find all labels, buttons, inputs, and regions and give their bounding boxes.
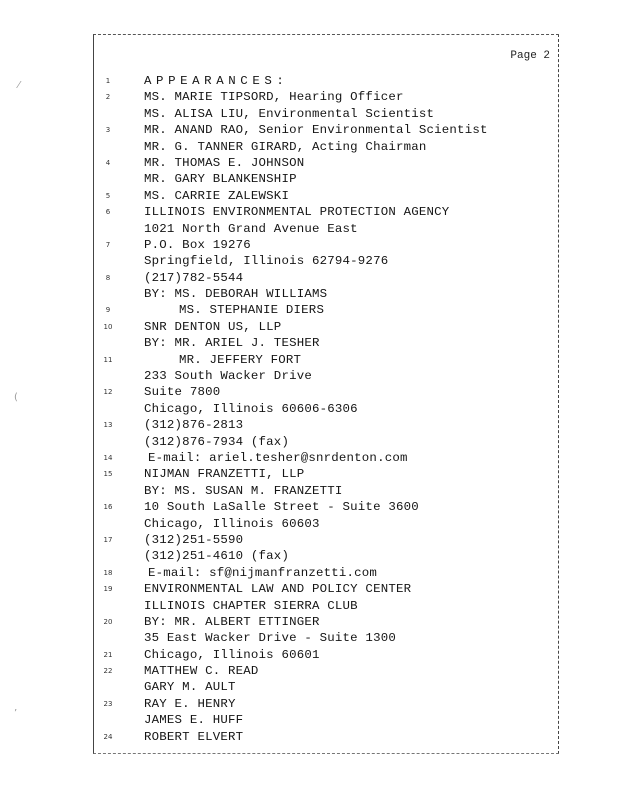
line-number: 18 [103,568,113,577]
line-text: BY: MR. ARIEL J. TESHER [144,336,320,351]
line-text: MR. ANAND RAO, Senior Environmental Scientist [144,123,488,138]
transcript-line [94,729,558,745]
transcript-line [94,679,558,695]
transcript-line [94,204,558,220]
page-number: Page 2 [510,50,550,62]
line-number: 20 [103,617,113,626]
transcript-line [94,122,558,138]
transcript-line [94,368,558,384]
line-text: ROBERT ELVERT [144,729,244,744]
line-text: MS. MARIE TIPSORD, Hearing Officer [144,90,404,105]
line-number: 11 [103,355,113,364]
transcript-line [94,106,558,122]
transcript-line [94,565,558,581]
margin-scan-mark: ( [14,392,18,403]
transcript-line [94,384,558,400]
transcript-line [94,434,558,450]
line-text: Chicago, Illinois 60603 [144,516,320,531]
line-text: MS. CARRIE ZALEWSKI [144,188,290,203]
line-number: 8 [105,273,111,282]
line-number: 2 [105,93,111,102]
transcript-line [94,696,558,712]
line-text: E-mail: ariel.tesher@snrdenton.com [148,450,408,465]
line-number: 19 [103,585,113,594]
line-number: 24 [103,732,113,741]
line-text: BY: MR. ALBERT ETTINGER [144,614,320,629]
line-text: MS. STEPHANIE DIERS [179,303,325,318]
transcript-line [94,647,558,663]
line-text: MR. JEFFERY FORT [179,352,302,367]
line-number: 13 [103,421,113,430]
line-number: 7 [105,240,111,249]
transcript-line [94,89,558,105]
transcript-line [94,548,558,564]
line-text: Chicago, Illinois 60606-6306 [144,401,358,416]
line-text: MR. THOMAS E. JOHNSON [144,155,305,170]
line-text: MS. ALISA LIU, Environmental Scientist [144,106,435,121]
transcript-line [94,483,558,499]
line-number: 10 [103,322,113,331]
line-text: (312)251-5590 [144,532,244,547]
transcript-page [93,34,559,754]
line-number: 23 [103,699,113,708]
transcript-line [94,286,558,302]
line-number: 14 [103,453,113,462]
line-text: ENVIRONMENTAL LAW AND POLICY CENTER [144,582,412,597]
transcript-line [94,270,558,286]
line-number: 15 [103,470,113,479]
line-text: 1021 North Grand Avenue East [144,221,358,236]
line-text: MR. GARY BLANKENSHIP [144,172,297,187]
line-number: 4 [105,158,111,167]
margin-scan-mark: ⁄ [18,80,20,91]
line-text: BY: MS. SUSAN M. FRANZETTI [144,483,343,498]
transcript-line [94,319,558,335]
transcript-line [94,417,558,433]
line-text: P.O. Box 19276 [144,237,251,252]
transcript-line [94,171,558,187]
line-number: 1 [105,77,111,85]
transcript-line [94,516,558,532]
line-number: 9 [105,306,111,315]
line-number: 12 [103,388,113,397]
line-text: ILLINOIS ENVIRONMENTAL PROTECTION AGENCY [144,205,450,220]
line-text: ILLINOIS CHAPTER SIERRA CLUB [144,598,358,613]
line-text: BY: MS. DEBORAH WILLIAMS [144,287,328,302]
line-number: 17 [103,535,113,544]
line-text: Chicago, Illinois 60601 [144,647,320,662]
line-text: JAMES E. HUFF [144,713,244,728]
transcript-line [94,466,558,482]
line-text: 233 South Wacker Drive [144,369,312,384]
transcript-line [94,352,558,368]
transcript-line [94,139,558,155]
line-text: GARY M. AULT [144,680,236,695]
line-text: (312)876-2813 [144,418,244,433]
line-text: (217)782-5544 [144,270,244,285]
line-number: 21 [103,650,113,659]
transcript-line [94,253,558,269]
margin-scan-mark: ’ [14,708,18,719]
transcript-line [94,237,558,253]
transcript-line [94,450,558,466]
transcript-line [94,221,558,237]
transcript-line [94,401,558,417]
line-text: Springfield, Illinois 62794-9276 [144,254,389,269]
line-text: RAY E. HENRY [144,696,236,711]
transcript-line [94,663,558,679]
transcript-line [94,712,558,728]
transcript-line [94,499,558,515]
line-text: (312)876-7934 (fax) [144,434,290,449]
line-text: APPEARANCES: [144,74,289,88]
transcript-line [94,598,558,614]
transcript-line [94,302,558,318]
line-number: 5 [105,191,111,200]
line-number: 16 [103,503,113,512]
transcript-line [94,155,558,171]
line-text: 10 South LaSalle Street - Suite 3600 [144,500,419,515]
transcript-line [94,614,558,630]
transcript-line [94,581,558,597]
transcript-line [94,73,558,89]
line-text: SNR DENTON US, LLP [144,319,282,334]
transcript-line [94,532,558,548]
line-number: 22 [103,667,113,676]
transcript-line [94,335,558,351]
transcript-line [94,630,558,646]
line-number: 6 [105,208,111,217]
line-text: NIJMAN FRANZETTI, LLP [144,467,305,482]
line-text: E-mail: sf@nijmanfranzetti.com [148,565,378,580]
line-number: 3 [105,126,111,135]
line-text: MR. G. TANNER GIRARD, Acting Chairman [144,139,427,154]
transcript-body [94,73,558,745]
line-text: MATTHEW C. READ [144,664,259,679]
line-text: 35 East Wacker Drive - Suite 1300 [144,631,396,646]
line-text: (312)251-4610 (fax) [144,549,290,564]
line-text: Suite 7800 [144,385,221,400]
transcript-line [94,188,558,204]
